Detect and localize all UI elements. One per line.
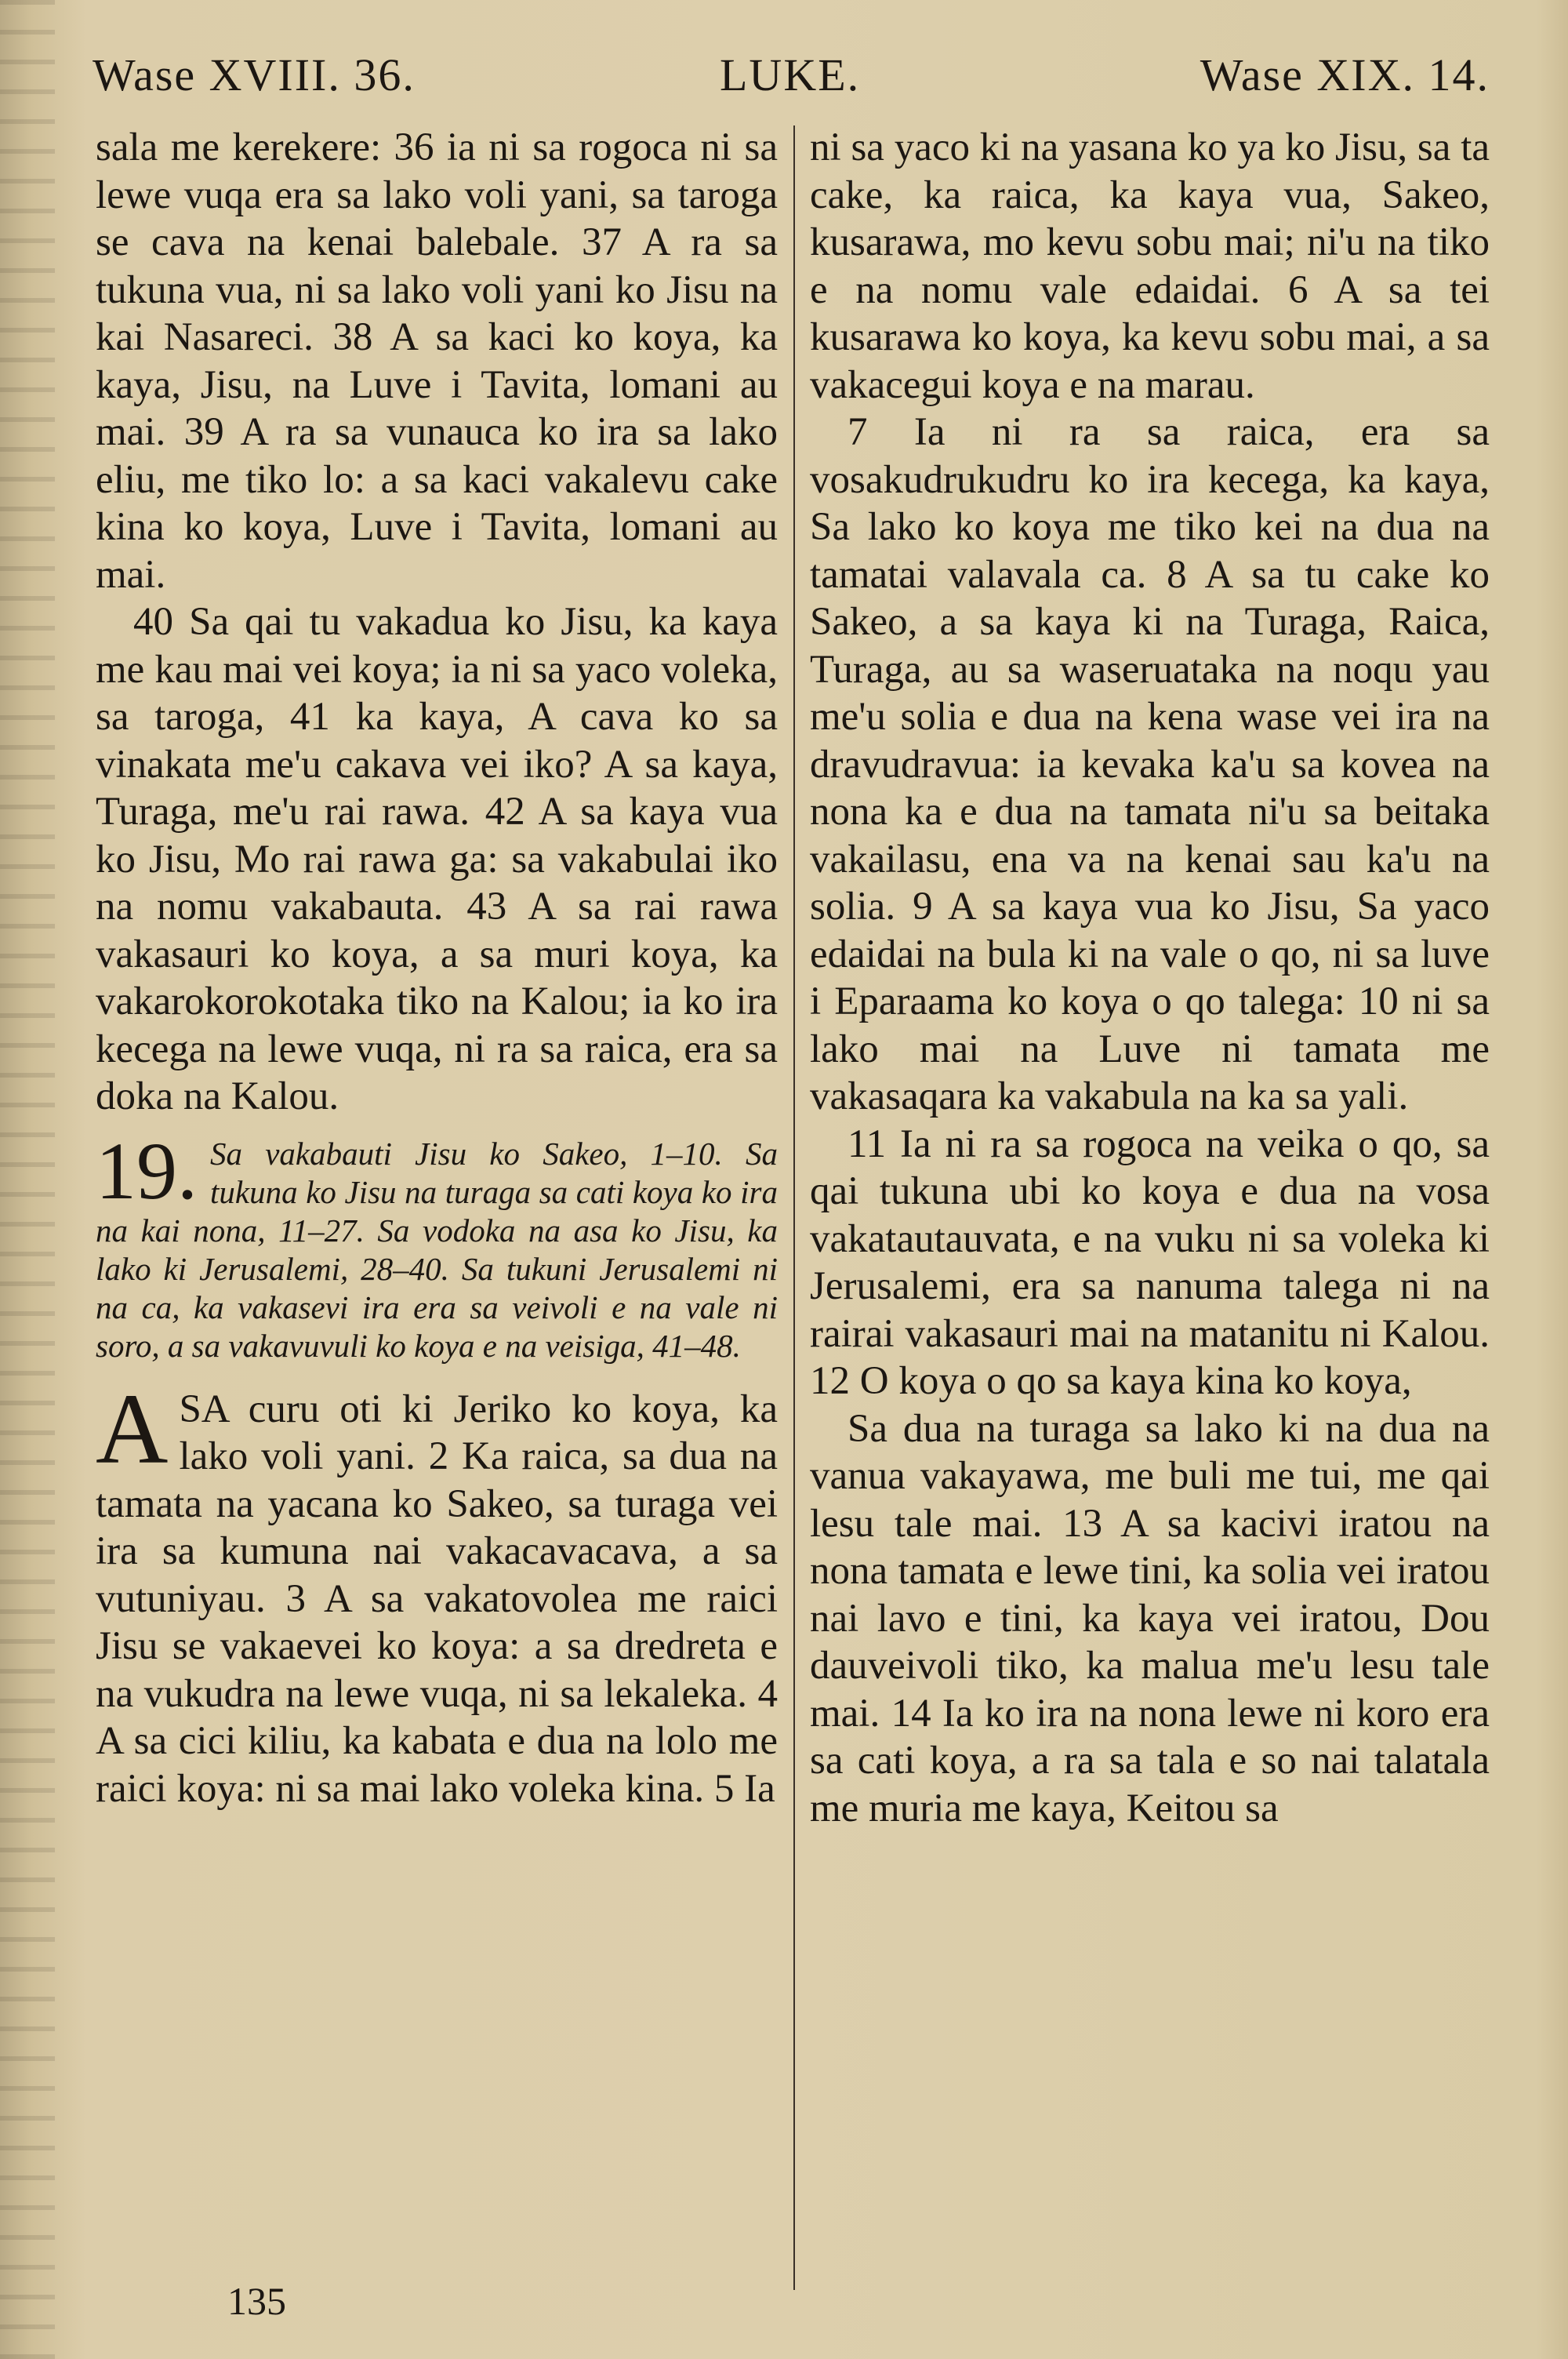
paragraph [96, 1372, 778, 1813]
paragraph: 40 Sa qai tu vakadua ko Jisu, ka kaya me kau mai vei koya; ia ni sa yaco voleka, sa taroga, 41 ka kaya, A cava ko sa vinakata me'u cakava vei iko? A sa kaya, Turaga, me'u rai rawa. 42 A sa kaya vua ko Jisu, Mo rai rawa ga: sa vakabulai iko na nomu vakabauta. 43 A sa rai rawa vakasauri ko koya, a sa muri koya, ka vakarokorokotaka tiko na Kalou; ia ko ira kecega na lewe vuqa, ni ra sa raica, era sa doka na Kalou. [96, 600, 778, 1118]
chapter-heading [96, 1125, 778, 1365]
column-divider [793, 125, 795, 2290]
drop-cap: A [96, 1372, 169, 1485]
chapter-number: 19. [96, 1125, 198, 1216]
header-left: Wase XVIII. 36. [93, 49, 416, 100]
header-right: Wase XIX. 14. [1200, 49, 1490, 100]
paragraph-text: SA curu oti ki Jeriko ko koya, ka lako voli yani. 2 Ka raica, sa dua na tamata na yacana ko Sakeo, sa turaga vei ira sa kumuna nai vakacavacava, a sa vutuniyau. 3 A sa vakatovolea me raici Jisu se vakaevei ko koya: a sa dredreta e na vukudra na lewe vuqa, ni sa lekaleka. 4 A sa cici kiliu, ka kabata e dua na lolo me raici koya: ni sa mai lako voleka kina. 5 Ia [96, 1387, 778, 1811]
page-number: 135 [227, 2279, 286, 2323]
paragraph: 11 Ia ni ra sa rogoca na veika o qo, sa qai tukuna ubi ko koya e dua na vosa vakatautauvata, e na vuku ni sa voleka ki Jerusalemi, era sa nanuma talega ni na rairai vakasauri mai na matanitu ni Kalou. 12 O koya o qo sa kaya kina ko koya, [810, 1121, 1490, 1403]
header-book-title: LUKE. [720, 49, 861, 100]
left-column [96, 124, 778, 1812]
paragraph: Sa dua na turaga sa lako ki na dua na vanua vakayawa, me buli me tui, me qai lesu tale mai. 13 A sa kacivi iratou na nona tamata e lewe tini, ka solia vei iratou nai lavo e tini, ka kaya vei iratou, Dou dauveivoli tiko, ka malua me'u lesu tale mai. 14 Ia ko ira na nona lewe ni koro era sa cati koya, a ra sa tala e so nai talatala me muria me kaya, Keitou sa [810, 1406, 1490, 1830]
right-column [810, 124, 1490, 1832]
chapter-summary: Sa vakabauti Jisu ko Sakeo, 1–10. Sa tukuna ko Jisu na turaga sa cati koya ko ira na kai nona, 11–27. Sa vodoka na asa ko Jisu, ka lako ki Jerusalemi, 28–40. Sa tukuni Jerusalemi ni na ca, ka vakasevi ira era sa veivoli e na vale ni soro, a sa vakavuvuli ko koya e na veisiga, 41–48. [96, 1135, 778, 1364]
running-header [93, 49, 1490, 104]
book-gutter [0, 0, 55, 2359]
paragraph: ni sa yaco ki na yasana ko ya ko Jisu, sa ta cake, ka raica, ka kaya vua, Sakeo, kusarawa, mo kevu sobu mai; ni'u na tiko e na nomu vale edaidai. 6 A sa tei kusarawa ko koya, ka kevu sobu mai, a sa vakacegui koya e na marau. [810, 125, 1490, 407]
paragraph: 7 Ia ni ra sa raica, era sa vosakudrukudru ko ira kecega, ka kaya, Sa lako ko koya me tiko kei na dua na tamatai valavala ca. 8 A sa tu cake ko Sakeo, a sa kaya ki na Turaga, Raica, Turaga, au sa waseruataka na noqu yau me'u solia e dua na kena wase vei ira na dravudravua: ia kevaka ka'u sa kovea na nona ka e dua na tamata ni'u sa beitaka vakailasu, ena va na kenai sau ka'u na solia. 9 A sa kaya vua ko Jisu, Sa yaco edaidai na bula ki na vale o qo, ni sa luve i Eparaama ko koya o qo talega: 10 ni sa lako mai na Luve ni tamata me vakasaqara ka vakabula na ka sa yali. [810, 410, 1490, 1118]
paragraph: sala me kerekere: 36 ia ni sa rogoca ni sa lewe vuqa era sa lako voli yani, sa taroga se cava na kenai balebale. 37 A ra sa tukuna vua, ni sa lako voli yani ko Jisu na kai Nasareci. 38 A sa kaci ko koya, ka kaya, Jisu, na Luve i Tavita, lomani au mai. 39 A ra sa vunauca ko ira sa lako eliu, me tiko lo: a sa kaci vakalevu cake kina ko koya, Luve i Tavita, lomani au mai. [96, 125, 778, 597]
